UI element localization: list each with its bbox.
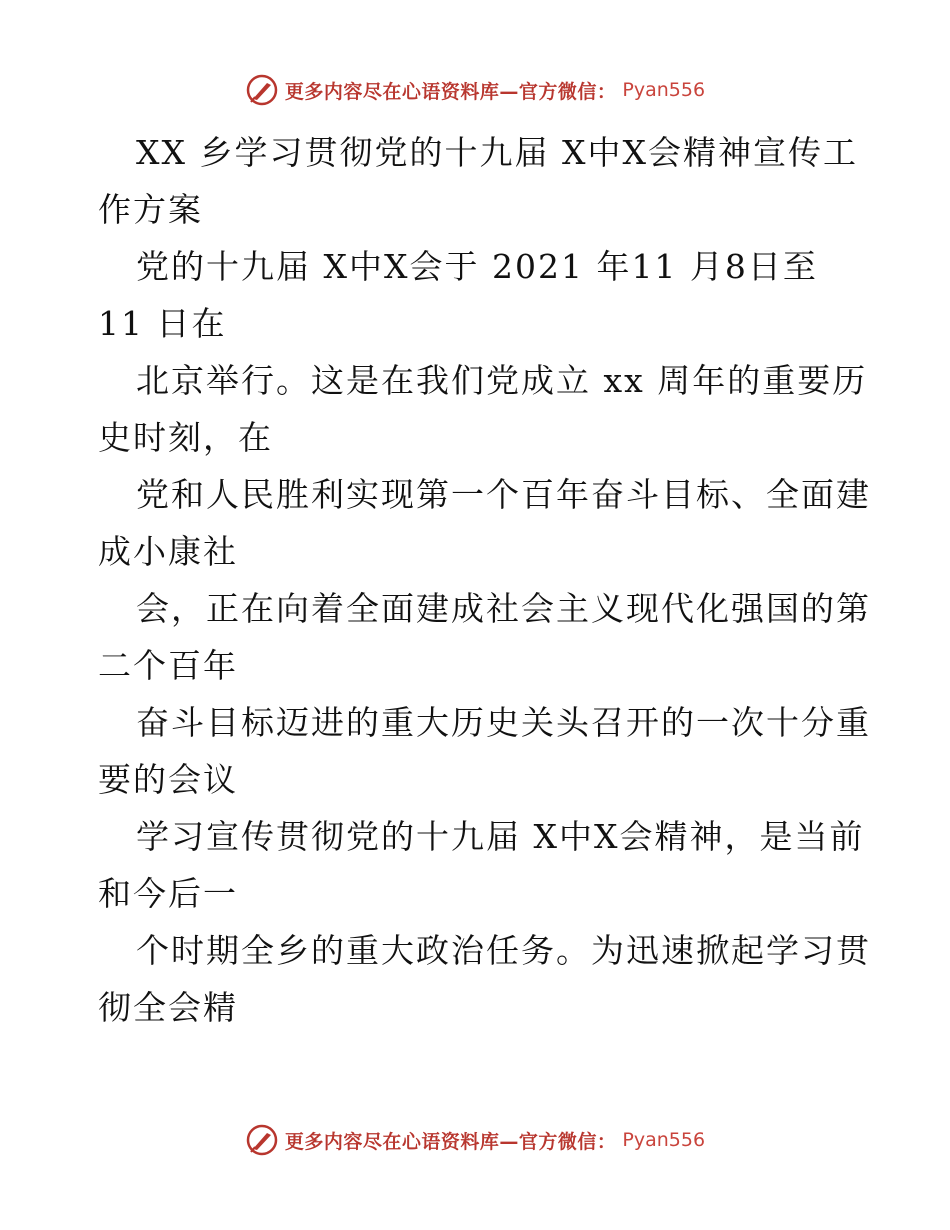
doc-line: 奋斗目标迈进的重大历史关头召开的一次十分重 bbox=[136, 703, 871, 742]
doc-line: 彻全会精 bbox=[98, 988, 238, 1027]
doc-line: 要的会议 bbox=[98, 760, 238, 799]
document-body bbox=[98, 124, 898, 1036]
doc-line: 二个百年 bbox=[98, 646, 238, 685]
banner-wechat-handle: Pyan556 bbox=[622, 1129, 706, 1151]
banner-text: 更多内容尽在心语资料库—官方微信： bbox=[284, 1130, 617, 1153]
banner-wechat-handle: Pyan556 bbox=[622, 79, 706, 101]
banner-text: 更多内容尽在心语资料库—官方微信： bbox=[284, 80, 617, 103]
doc-line: 会，正在向着全面建成社会主义现代化强国的第 bbox=[136, 589, 871, 628]
footer-banner bbox=[0, 1120, 950, 1160]
doc-line: 史时刻，在 bbox=[98, 418, 273, 457]
quill-pen-circle-icon bbox=[245, 73, 279, 107]
doc-line: 个时期全乡的重大政治任务。为迅速掀起学习贯 bbox=[136, 931, 871, 970]
quill-pen-circle-icon bbox=[245, 1123, 279, 1157]
doc-line: 党的十九届 X中X会于 2021 年11 月8日至 bbox=[136, 247, 818, 286]
doc-line: 学习宣传贯彻党的十九届 X中X会精神，是当前 bbox=[136, 817, 865, 856]
doc-line: 作方案 bbox=[98, 190, 203, 229]
doc-line: 和今后一 bbox=[98, 874, 238, 913]
doc-line: 北京举行。这是在我们党成立 xx 周年的重要历 bbox=[136, 361, 868, 400]
header-banner bbox=[0, 70, 950, 110]
doc-line: 成小康社 bbox=[98, 532, 238, 571]
doc-line: 党和人民胜利实现第一个百年奋斗目标、全面建 bbox=[136, 475, 871, 514]
doc-line: 11 日在 bbox=[98, 304, 227, 343]
doc-line: XX 乡学习贯彻党的十九届 X中X会精神宣传工 bbox=[136, 133, 858, 172]
